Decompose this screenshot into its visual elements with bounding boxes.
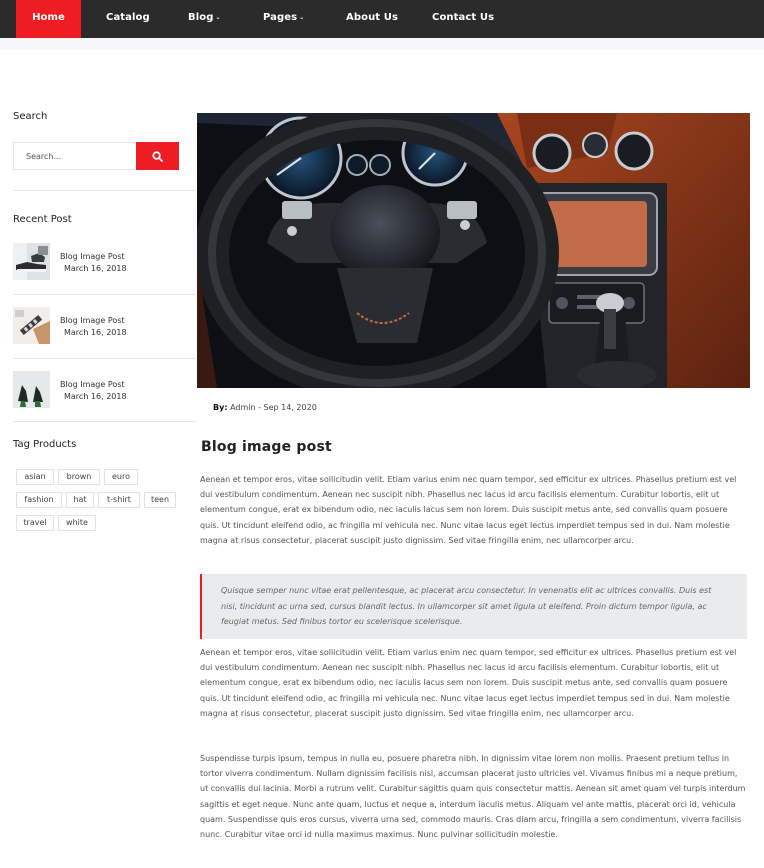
nav-blog[interactable]: Blog ⌄: [188, 12, 221, 23]
search-form: [13, 142, 179, 170]
post-meta: [213, 403, 317, 412]
tag-teen[interactable]: teen: [144, 492, 176, 508]
nav-home[interactable]: Home: [16, 0, 81, 38]
divider: [13, 190, 196, 191]
recent-post-item[interactable]: [13, 371, 196, 411]
recent-post-title-text[interactable]: Blog Image Post: [60, 380, 125, 389]
divider: [13, 294, 196, 295]
tag-travel[interactable]: travel: [16, 515, 54, 531]
post-paragraph-1: Aenean et tempor eros, vitae sollicitudin velit. Etiam varius enim nec quam tempor, sed efficitur ex ultrices. Phasellus pretium est vel dui vestibulum condimentum. Aenean nec suscipit nibh. Phasellus nec lacus id arcu facilisis elementum. Curabitur lobortis, elit ut elementum congue, erat ex bibendum odio, nec iaculis lacus sem non lorem. Duis suscipit metus ante, sed convallis quam posuere quis. Ut tincidunt eleifend odio, ac fringilla mi vehicula nec. Nunc vitae lacus eget lectus imperdiet tempus sed in dui. Nam molestie magna at risus consectetur, placerat suscipit justo dignissim. Sed vitae fringilla enim, nec ullamcorper arcu.: [200, 475, 737, 545]
recent-post-title-text[interactable]: Blog Image Post: [60, 252, 125, 261]
tag-asian[interactable]: asian: [16, 469, 54, 485]
divider: [13, 358, 196, 359]
top-navigation: [0, 0, 764, 38]
post-title: Blog image post: [201, 439, 332, 455]
search-widget-title: Search: [13, 111, 48, 122]
post-thumbnail-sneakers[interactable]: [13, 243, 50, 280]
nav-contact-us[interactable]: Contact Us: [432, 12, 495, 23]
nav-catalog[interactable]: Catalog: [106, 12, 150, 23]
tag-euro[interactable]: euro: [104, 469, 138, 485]
search-input[interactable]: [13, 142, 137, 170]
nav-shadow-band: [0, 38, 764, 50]
divider: [13, 421, 196, 422]
tag-fashion[interactable]: fashion: [16, 492, 62, 508]
meta-author-date: Admin - Sep 14, 2020: [230, 403, 317, 412]
tag-hat[interactable]: hat: [66, 492, 94, 508]
post-blockquote: Quisque semper nunc vitae erat pellentesque, ac placerat arcu consectetur. In venenatis elit ac ultrices convallis. Duis est nisi, tincidunt ac urna sed, cursus blandit lectus. In ullamcorper sit amet ligula ut eleifend. Proin dictum tempor ligula, ac feugiat metus. Sed finibus tortor eu scelerisque scelerisque.: [200, 574, 747, 639]
recent-post-title-text[interactable]: Blog Image Post: [60, 316, 125, 325]
tag-t-shirt[interactable]: t-shirt: [98, 492, 140, 508]
recent-post-date: March 16, 2018: [64, 264, 127, 273]
post-paragraph-2: Aenean et tempor eros, vitae sollicitudin velit. Etiam varius enim nec quam tempor, sed efficitur ex ultrices. Phasellus pretium est vel dui vestibulum condimentum. Aenean nec suscipit nibh. Phasellus nec lacus id arcu facilisis elementum. Curabitur lobortis, elit ut elementum congue, erat ex bibendum odio, nec iaculis lacus sem non lorem. Duis suscipit metus ante, sed convallis quam posuere quis. Ut tincidunt eleifend odio, ac fringilla mi vehicula nec. Nunc vitae lacus eget lectus imperdiet tempus sed in dui. Nam molestie magna at risus consectetur, placerat suscipit justo dignissim. Sed vitae fringilla enim, nec ullamcorper arcu.: [200, 648, 737, 718]
meta-by-label: By:: [213, 403, 228, 412]
recent-post-title: Recent Post: [13, 214, 72, 225]
recent-post-date: March 16, 2018: [64, 392, 127, 401]
search-button[interactable]: [136, 142, 179, 170]
tag-white[interactable]: white: [58, 515, 96, 531]
search-icon: [152, 151, 163, 162]
chevron-down-icon: ⌄: [215, 14, 221, 21]
nav-pages[interactable]: Pages ⌄: [263, 12, 305, 23]
nav-about-us[interactable]: About Us: [346, 12, 399, 23]
tag-products-title: Tag Products: [13, 439, 77, 450]
post-paragraph-3: Suspendisse turpis ipsum, tempus in nulla eu, posuere pharetra nibh. In dignissim vitae lorem non mollis. Praesent pretium tellus in tortor viverra condimentum. Nullam dignissim facilisis nisl, accumsan placerat justo ultricies vel. Vivamus finibus mi a neque pretium, ut convallis dui lacinia. Morbi a rutrum velit. Curabitur sagittis quam quis consectetur mattis. Aenean sit amet quam vel turpis interdum sagittis et eget neque. Nunc ante quam, luctus et neque a, interdum iaculis metus. Aliquam vel ante mattis, placerat orci id, vehicula quam. Suspendisse quis eros cursus, viverra urna sed, commodo mauris. Cras diam arcu, fringilla a sem condimentum, viverra facilisis nunc. Curabitur vitae orci id nulla maximus maximus. Nunc pulvinar sollicitudin molestie.: [200, 754, 746, 840]
tag-brown[interactable]: brown: [58, 469, 100, 485]
recent-post-date: March 16, 2018: [64, 328, 127, 337]
post-thumbnail-accessories[interactable]: [13, 307, 50, 344]
recent-post-item[interactable]: [13, 307, 196, 347]
recent-post-item[interactable]: [13, 243, 196, 283]
chevron-down-icon: ⌄: [299, 14, 305, 21]
post-featured-image: [197, 113, 750, 388]
post-thumbnail-shoes[interactable]: [13, 371, 50, 408]
